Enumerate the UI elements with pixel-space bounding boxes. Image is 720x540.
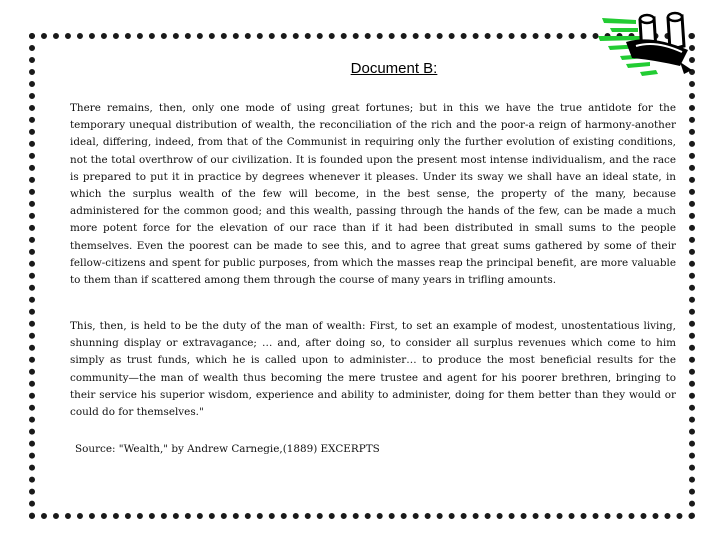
paragraph-1: There remains, then, only one mode of using great fortunes; but in this we have the true antidote for the temporary unequal distribution of wealth, the reconciliation of the rich and the poor-a reign of harmony-another ideal, differing, indeed, from that of the Communist in requiring only the further evolution of existing conditions, not the total overthrow of our civilization. It is founded upon the present most intense individualism, and the race is prepared to put it in practice by degrees whenever it pleases. Under its sway we shall have an ideal state, in which the surplus wealth of the few will become, in the best sense, the property of the many, because administered for the common good; and this wealth, passing through the hands of the few, can be made a much more potent force for the elevation of our race than if it had been distributed in small sums to the people themselves. Even the poorest can be made to see this, and to agree that great sums gathered by some of their fellow-citizens and spent for public purposes, from which the masses reap the principal benefit, are more valuable to them than if scattered among them through the course of many years in trifling amounts. (70, 102, 676, 287)
source-citation: Source: "Wealth," by Andrew Carnegie,(1889) EXCERPTS (75, 443, 380, 455)
document-title: Document B: (350, 60, 438, 77)
paragraph-2: This, then, is held to be the duty of the man of wealth: First, to set an example of modest, unostentatious living, shunning display or extravagance; … and, after doing so, to consider all surplus revenues which come to him simply as trust funds, which he is called upon to administer… to produce the most beneficial results for the community—the man of wealth thus becoming the mere trustee and agent for his poorer brethren, bringing to their service his superior wisdom, experience and ability to administer, doing for them better than they would or could do for themselves." (70, 320, 676, 419)
